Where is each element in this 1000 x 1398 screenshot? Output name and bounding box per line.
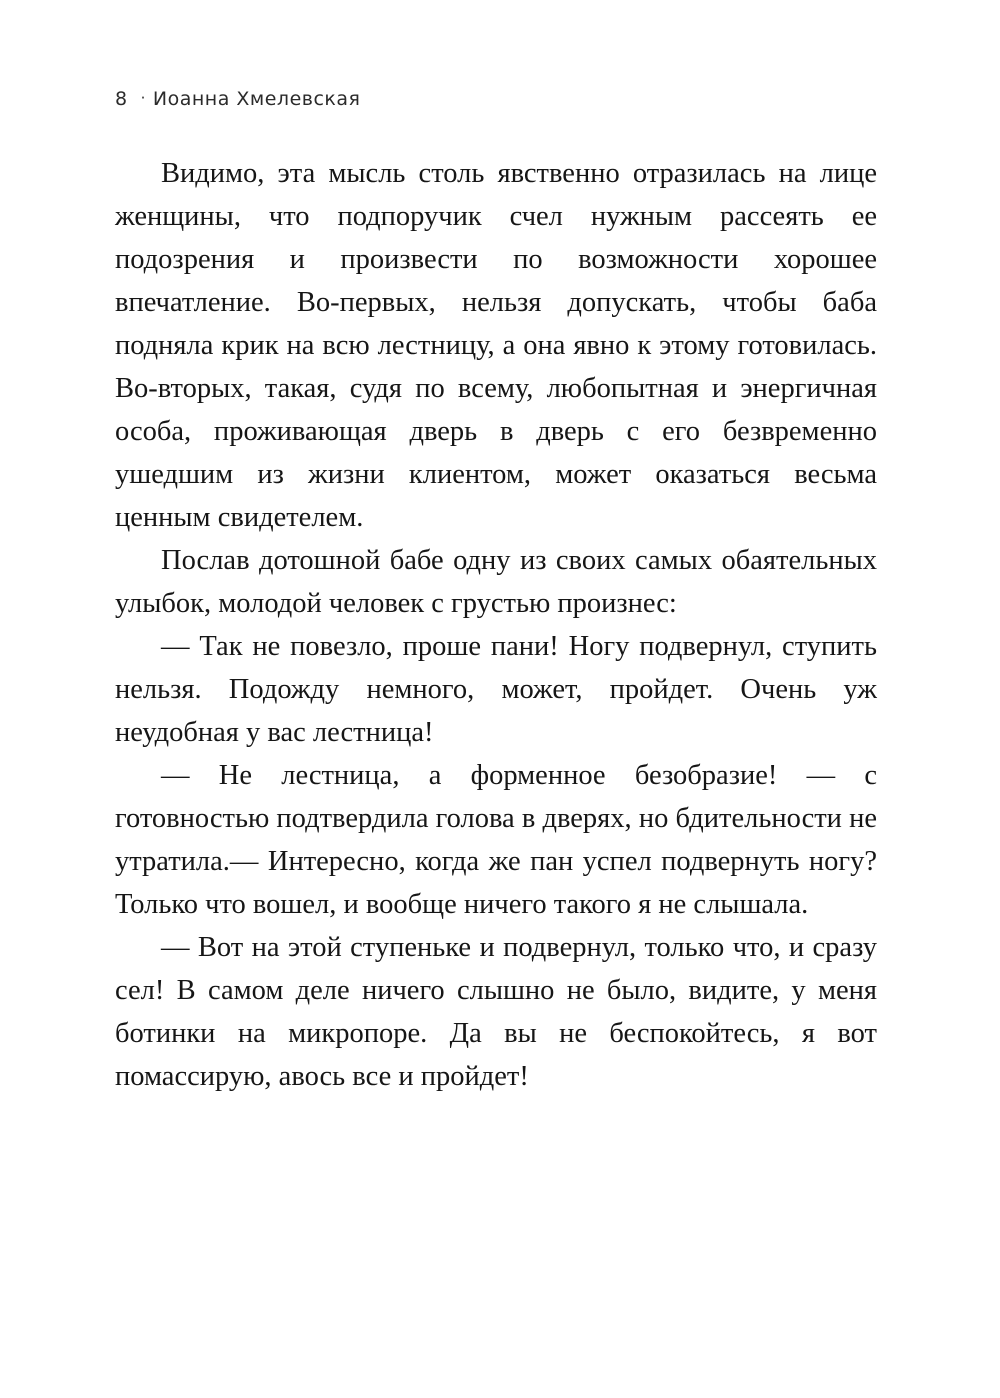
paragraph: — Так не повезло, проше пани! Ногу подвернул, ступить нельзя. Подожду немного, может, пройдет. Очень уж неудобная у вас лестница! <box>115 631 877 748</box>
running-head-separator: · <box>140 89 146 107</box>
page-content <box>115 88 877 1098</box>
page-number: 8 <box>115 88 128 110</box>
paragraph: — Вот на этой ступеньке и подвернул, только что, и сразу сел! В самом деле ничего слышно не было, видите, у меня ботинки на микропоре. Да вы не беспокойтесь, я вот помассирую, авось все и пройдет! <box>115 932 877 1092</box>
running-head <box>115 88 877 110</box>
author-name: Иоанна Хмелевская <box>152 88 361 110</box>
paragraph: — Не лестница, а форменное безобразие! — с готовностью подтвердила голова в дверях, но бдительности не утратила.— Интересно, когда же пан успел подвернуть ногу? Только что вошел, и вообще ничего такого я не слышала. <box>115 760 877 920</box>
body-text <box>115 152 877 1098</box>
paragraph: Послав дотошной бабе одну из своих самых обаятельных улыбок, молодой человек с грустью произнес: <box>115 545 877 619</box>
paragraph: Видимо, эта мысль столь явственно отразилась на лице женщины, что подпоручик счел нужным рассеять ее подозрения и произвести по возможности хорошее впечатление. Во-первых, нельзя допускать, чтобы баба подняла крик на всю лестницу, а она явно к этому готовилась. Во-вторых, такая, судя по всему, любопытная и энергичная особа, проживающая дверь в дверь с его безвременно ушедшим из жизни клиентом, может оказаться весьма ценным свидетелем. <box>115 158 877 533</box>
